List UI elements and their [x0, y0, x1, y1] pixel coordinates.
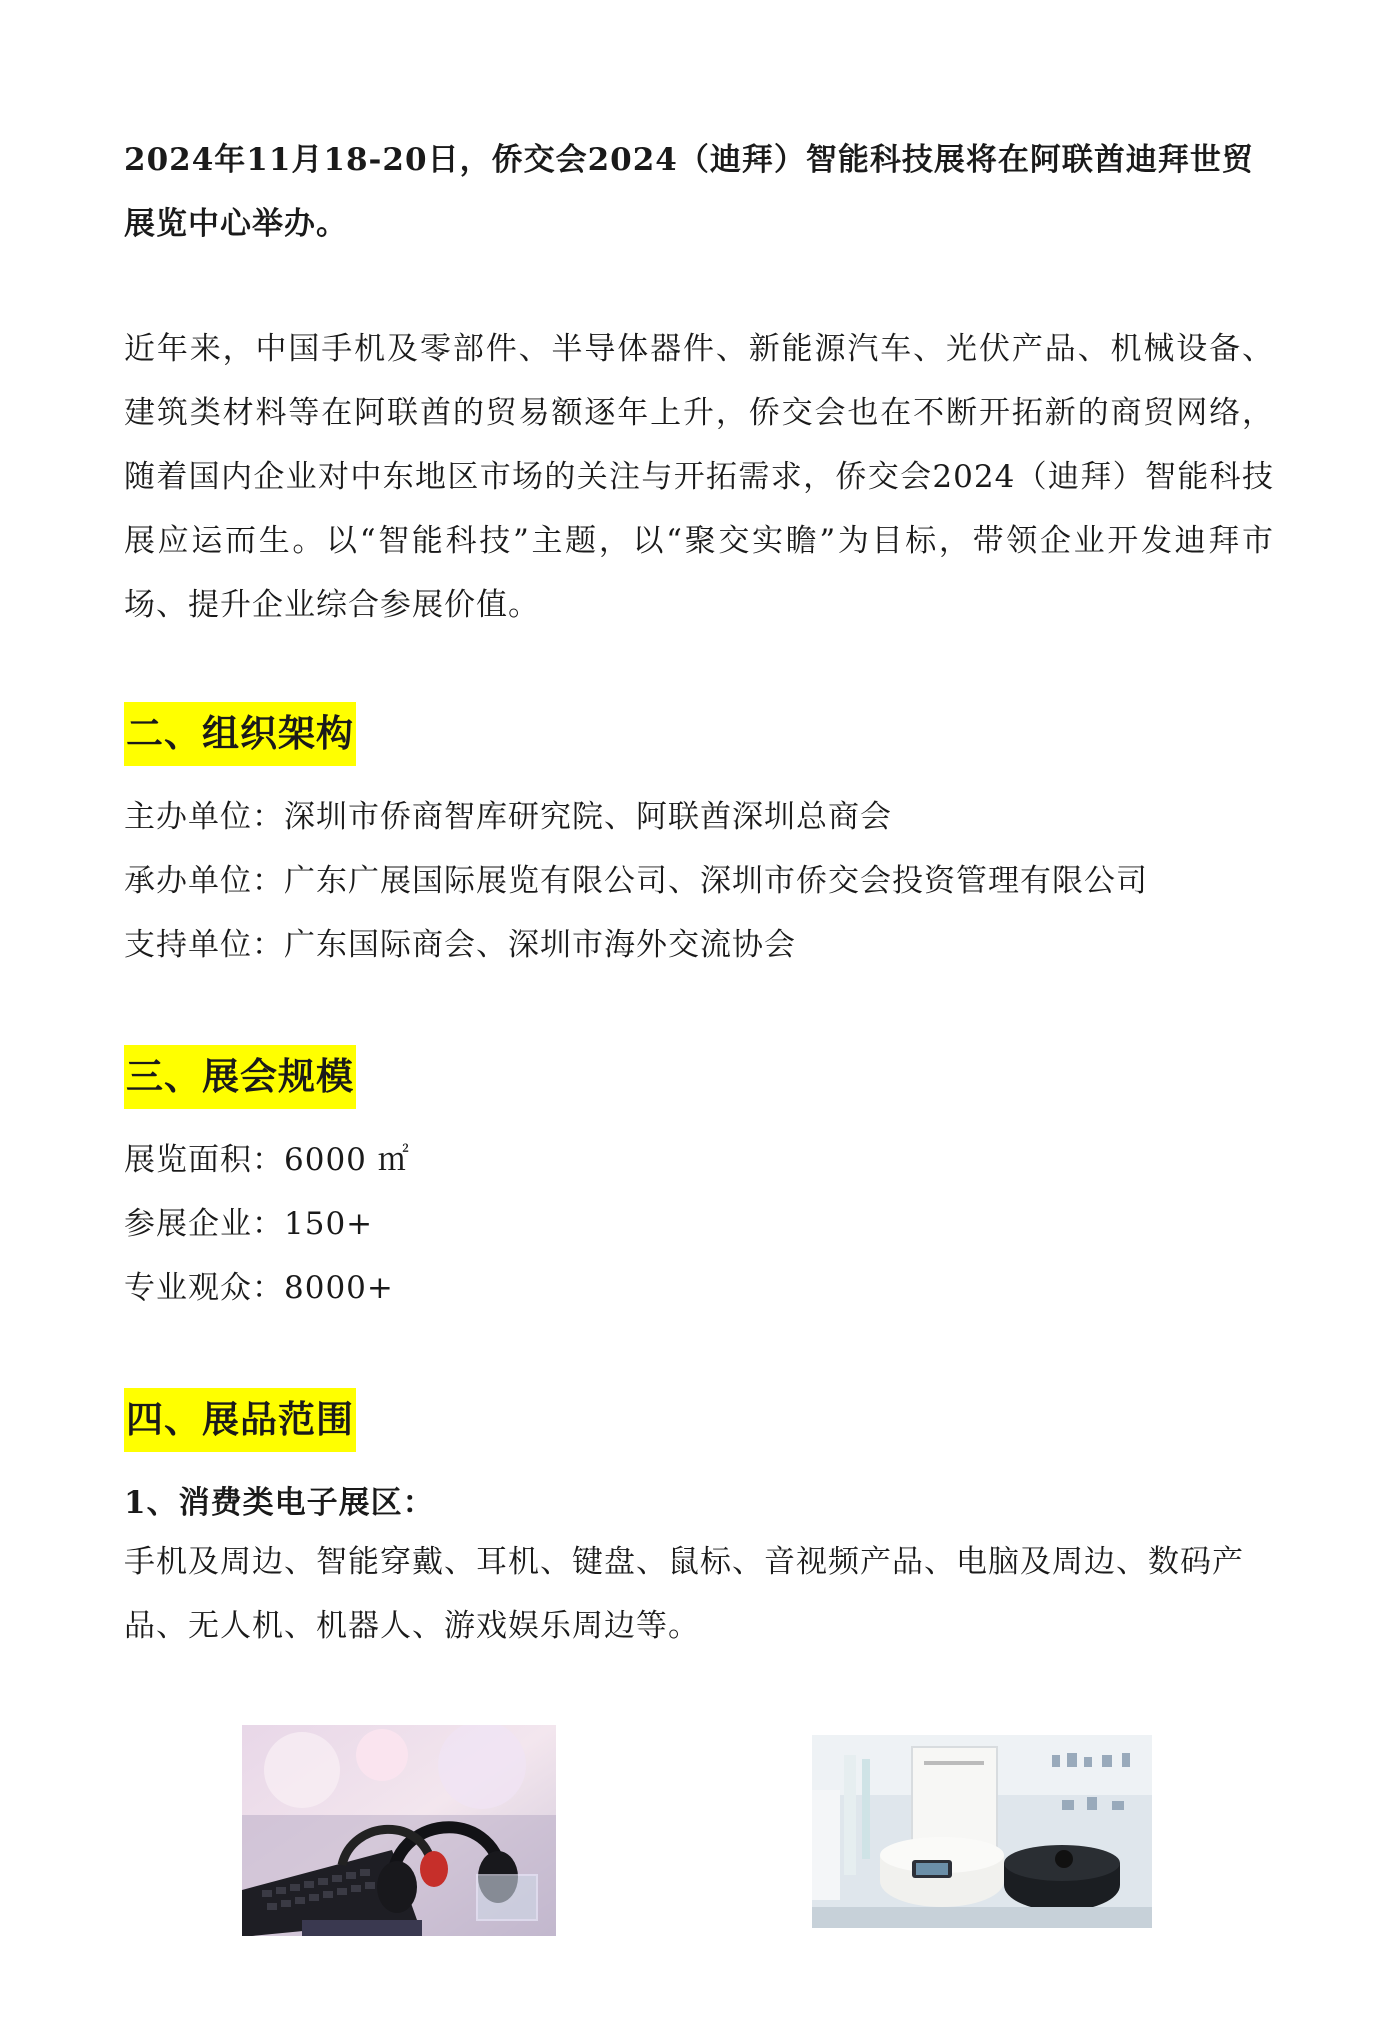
- co-organizer-line: 承办单位：广东广展国际展览有限公司、深圳市侨交会投资管理有限公司: [124, 863, 1148, 899]
- headphones-keyboard-photo: [242, 1725, 556, 1936]
- exhibitors-line: 参展企业：150+: [124, 1206, 374, 1242]
- intro-text: 2024年11月18-20日，侨交会2024（迪拜）智能科技展将在阿联酋迪拜世贸展览中心举办。: [124, 142, 1254, 242]
- section-heading-exhibits: 四、展品范围: [124, 1388, 356, 1452]
- section-heading-organization: 二、组织架构: [124, 702, 356, 766]
- exhibition-area-line: 展览面积：6000 ㎡: [124, 1142, 410, 1178]
- consumer-electronics-subheading: 1、消费类电子展区：: [124, 1485, 435, 1521]
- supporter-line: 支持单位：广东国际商会、深圳市海外交流协会: [124, 927, 796, 963]
- consumer-electronics-text: 手机及周边、智能穿戴、耳机、键盘、鼠标、音视频产品、电脑及周边、数码产品、无人机、机器人、游戏娱乐周边等。: [124, 1544, 1244, 1644]
- section-heading-scale: 三、展会规模: [124, 1045, 356, 1109]
- organizer-line: 主办单位：深圳市侨商智库研究院、阿联酋深圳总商会: [124, 799, 892, 835]
- robot-vacuum-photo: [812, 1735, 1152, 1928]
- visitors-line: 专业观众：8000+: [124, 1270, 394, 1306]
- background-paragraph: 近年来，中国手机及零部件、半导体器件、新能源汽车、光伏产品、机械设备、建筑类材料等在阿联酋的贸易额逐年上升，侨交会也在不断开拓新的商贸网络，随着国内企业对中东地区市场的关注与开拓需求，侨交会2024（迪拜）智能科技展应运而生。以“智能科技”主题，以“聚交实瞻”为目标，带领企业开发迪拜市场、提升企业综合参展价值。: [124, 331, 1274, 623]
